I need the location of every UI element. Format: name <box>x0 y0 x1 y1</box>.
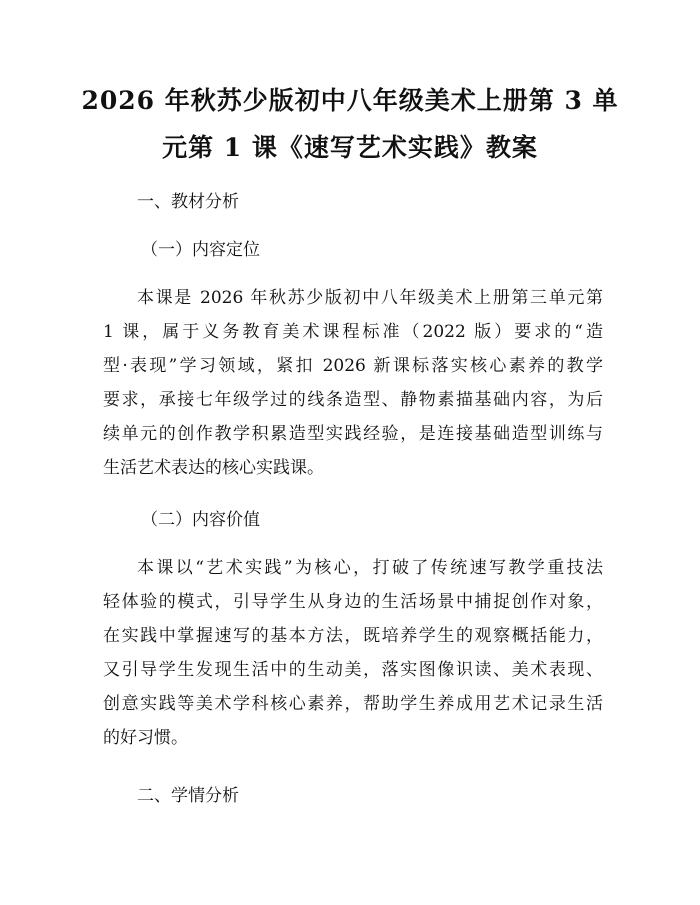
paragraph-line: 创意实践等美术学科核心素养，帮助学生养成用艺术记录生活 <box>103 694 603 714</box>
paragraph-content-value <box>103 551 603 755</box>
paragraph-line: 续单元的创作教学积累造型实践经验，是连接基础造型训练与 <box>103 424 603 444</box>
subsection-heading-content-value: （二）内容价值 <box>141 510 260 530</box>
document-title-line-1: 2026 年秋苏少版初中八年级美术上册第 3 单 <box>81 86 619 115</box>
paragraph-line: 1 课，属于义务教育美术课程标准（2022 版）要求的“造 <box>103 322 603 342</box>
paragraph-line: 的好习惯。 <box>103 728 188 748</box>
paragraph-line: 轻体验的模式，引导学生从身边的生活场景中捕捉创作对象， <box>103 592 603 612</box>
subsection-heading-content-positioning: （一）内容定位 <box>141 240 260 260</box>
paragraph-line: 又引导学生发现生活中的生动美，落实图像识读、美术表现、 <box>103 660 603 680</box>
paragraph-line: 本课是 2026 年秋苏少版初中八年级美术上册第三单元第 <box>137 288 603 308</box>
paragraph-line: 要求，承接七年级学过的线条造型、静物素描基础内容，为后 <box>103 390 603 410</box>
section-heading-textbook-analysis: 一、教材分析 <box>137 192 239 212</box>
paragraph-line: 在实践中掌握速写的基本方法，既培养学生的观察概括能力， <box>103 626 603 646</box>
paragraph-line: 本课以“艺术实践”为核心，打破了传统速写教学重技法 <box>137 558 603 578</box>
section-heading-student-analysis: 二、学情分析 <box>137 786 239 806</box>
document-title-line-2: 元第 1 课《速写艺术实践》教案 <box>162 133 538 162</box>
paragraph-line: 型·表现”学习领域，紧扣 2026 新课标落实核心素养的教学 <box>103 356 603 376</box>
paragraph-line: 生活艺术表达的核心实践课。 <box>103 458 324 478</box>
paragraph-content-positioning <box>103 281 603 485</box>
